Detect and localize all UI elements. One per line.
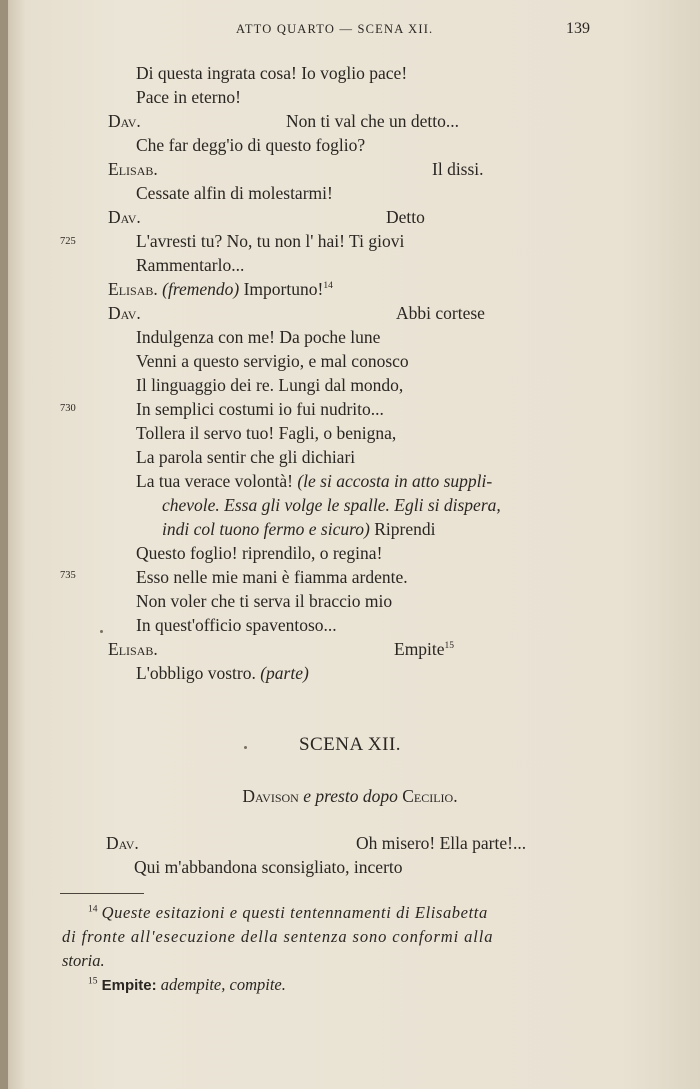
stage-direction: (fremendo) xyxy=(162,279,240,299)
scene-characters xyxy=(0,786,700,807)
verse-line: Detto xyxy=(386,207,425,227)
stage-direction: (le si accosta in atto suppli- xyxy=(297,471,493,491)
footnote-ref: 14 xyxy=(323,281,333,292)
speaker-label: Elisab. xyxy=(108,639,158,659)
speaker-label: Dav. xyxy=(106,833,139,853)
page-spine-shadow xyxy=(0,0,8,1089)
footnote-ref: 15 xyxy=(444,641,455,652)
speaker-label: Dav. xyxy=(108,303,141,323)
footnote-14 xyxy=(88,902,488,924)
line-number: 735 xyxy=(60,570,76,581)
speaker-label: Elisab. xyxy=(108,279,158,299)
scene-connector: e presto dopo xyxy=(303,786,398,806)
verse-line: Indulgenza con me! Da poche lune xyxy=(136,327,381,347)
verse-line: Tollera il servo tuo! Fagli, o benigna, xyxy=(136,423,397,443)
footnote-text: di fronte all'esecuzione della sentenza sono conformi alla xyxy=(62,927,494,946)
glossed-term: Empite: xyxy=(101,977,157,994)
footnote-mark: 14 xyxy=(88,904,98,915)
verse-line: Rammentarlo... xyxy=(136,255,245,275)
verse-line: Esso nelle mie mani è fiamma ardente. xyxy=(136,567,408,587)
running-head: ATTO QUARTO — SCENA XII. xyxy=(236,22,434,36)
verse-text: Riprendi xyxy=(374,519,436,539)
print-speck xyxy=(100,630,103,633)
footnote-rule xyxy=(60,893,144,894)
verse-line xyxy=(136,662,309,684)
stage-direction: indi col tuono fermo e sicuro) xyxy=(162,519,370,539)
stage-direction: (parte) xyxy=(260,663,309,683)
verse-line: Oh misero! Ella parte!... xyxy=(356,833,527,853)
verse-text: Empite xyxy=(394,639,445,659)
gloss: adempite, compite. xyxy=(160,975,286,994)
speaker-label: Elisab. xyxy=(108,159,158,179)
verse-line: Di questa ingrata cosa! Io voglio pace! xyxy=(136,63,408,83)
verse-line: Qui m'abbandona sconsigliato, incerto xyxy=(134,857,403,877)
verse-text: La tua verace volontà! xyxy=(136,471,293,491)
verse-line: La parola sentir che gli dichiari xyxy=(136,447,356,467)
verse-line: Cessate alfin di molestarmi! xyxy=(136,183,333,203)
verse-line xyxy=(394,638,454,660)
verse-line xyxy=(136,470,492,492)
verse-line: Questo foglio! riprendilo, o regina! xyxy=(136,543,383,563)
footnote-text: storia. xyxy=(62,951,105,970)
footnote-15 xyxy=(88,974,286,997)
verse-text: Importuno! xyxy=(243,279,324,299)
footnote-text: Queste esitazioni e questi tentennamenti di Elisabetta xyxy=(101,903,488,922)
speaker-label: Dav. xyxy=(108,111,141,131)
footnote-mark: 15 xyxy=(88,976,98,987)
verse-line xyxy=(162,518,436,540)
verse-text: L'obbligo vostro. xyxy=(136,663,256,683)
line-number: 725 xyxy=(60,236,76,247)
verse-line: L'avresti tu? No, tu non l' hai! Ti giovi xyxy=(136,231,405,251)
verse-line: Abbi cortese xyxy=(396,303,485,323)
verse-line: Pace in eterno! xyxy=(136,87,241,107)
stage-direction: chevole. Essa gli volge le spalle. Egli si dispera, xyxy=(162,495,501,515)
scene-title: SCENA XII. xyxy=(298,734,402,755)
verse-line xyxy=(108,278,333,300)
verse-line: Il dissi. xyxy=(432,159,484,179)
verse-line: Il linguaggio dei re. Lungi dal mondo, xyxy=(136,375,404,395)
line-number: 730 xyxy=(60,403,76,414)
page-header xyxy=(0,22,700,42)
verse-line: Venni a questo servigio, e mal conosco xyxy=(136,351,409,371)
verse-line: Non voler che ti serva il braccio mio xyxy=(136,591,393,611)
page-number: 139 xyxy=(566,20,590,37)
speaker-label: Dav. xyxy=(108,207,141,227)
verse-line: In semplici costumi io fui nudrito... xyxy=(136,399,384,419)
character-name: Cecilio. xyxy=(402,786,458,806)
verse-line: Non ti val che un detto... xyxy=(286,111,460,131)
verse-line: In quest'officio spaventoso... xyxy=(136,615,337,635)
verse-line: Che far degg'io di questo foglio? xyxy=(136,135,366,155)
character-name: Davison xyxy=(242,786,299,806)
